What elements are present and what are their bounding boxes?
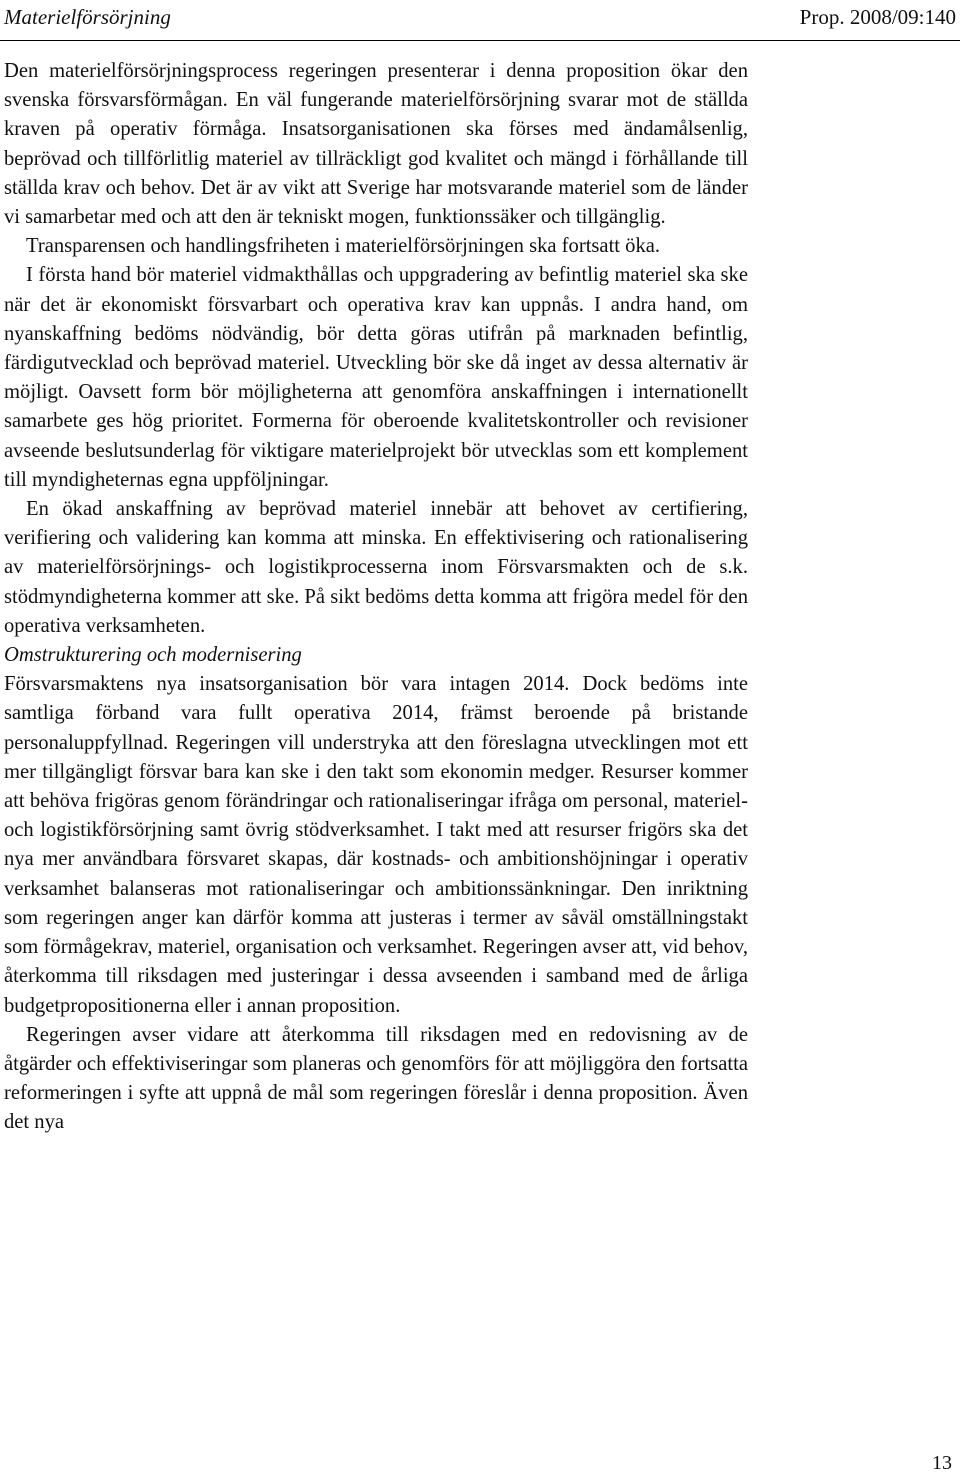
- document-body: [4, 57, 748, 1138]
- proposition-number: Prop. 2008/09:140: [799, 5, 956, 29]
- paragraph-intro: Den materielförsörjningsprocess regeringen presenterar i denna proposition ökar den svenska försvarsförmågan. En väl fungerande materielförsörjning svarar mot de ställda kraven på operativ förmåga. Insatsorganisationen ska förses med ändamålsenlig, beprövad och tillförlitlig materiel av tillräckligt god kvalitet och mängd i förhållande till ställda krav och behov. Det är av vikt att Sverige har motsvarande materiel som de länder vi samarbetar med och att den är tekniskt mogen, funktionssäker och tillgänglig.: [4, 60, 748, 229]
- paragraph-certification: En ökad anskaffning av beprövad materiel innebär att behovet av certifiering, verifiering och validering kan komma att minska. En effektivisering och rationalisering av materielförsörjnings- och logistikprocesserna inom Försvarsmakten och de s.k. stödmyndigheterna kommer att ske. På sikt bedöms detta komma att frigöra medel för den operativa verksamheten.: [4, 498, 748, 637]
- section-heading: Omstrukturering och modernisering: [4, 644, 302, 667]
- paragraph-restructuring: Försvarsmaktens nya insatsorganisation bör vara intagen 2014. Dock bedöms inte samtliga förband vara fullt operativa 2014, främst beroende på bristande personaluppfyllnad. Regeringen vill understryka att den föreslagna utvecklingen mot ett mer tillgängligt försvar bara kan ske i den takt som ekonomin medger. Resurser kommer att behöva frigöras genom förändringar och rationaliseringar ifråga om personal, materiel- och logistikförsörjning samt övrig stödverksamhet. I takt med att resurser frigörs ska det nya mer användbara försvaret skapas, där kostnads- och ambitionshöjningar i operativ verksamhet balanseras mot rationaliseringar och ambitionssänkningar. Den inriktning som regeringen anger kan därför komma att justeras i termer av såväl omställningstakt som förmågekrav, materiel, organisation och verksamhet. Regeringen avser att, vid behov, återkomma till riksdagen med justeringar i dessa avseenden i samband med de årliga budgetpropositionerna eller i annan proposition.: [4, 673, 748, 1017]
- paragraph-priorities: I första hand bör materiel vidmakthållas och uppgradering av befintlig materiel ska ske när det är ekonomiskt försvarbart och operativa krav kan uppnås. I andra hand, om nyanskaffning bedöms nödvändig, bör detta göras utifrån på marknaden befintlig, färdigutvecklad och beprövad materiel. Utveckling bör ske då inget av dessa alternativ är möjligt. Oavsett form bör möjligheterna att genomföra anskaffningen i internationellt samarbete ges hög prioritet. Formerna för oberoende kvalitetskontroller och revisioner avseende beslutsunderlag för viktigare materielprojekt bör utvecklas som ett komplement till myndigheternas egna uppföljningar.: [4, 264, 748, 491]
- paragraph-transparency: Transparensen och handlingsfriheten i materielförsörjningen ska fortsatt öka.: [26, 235, 661, 258]
- running-section-title: Materielförsörjning: [4, 5, 171, 29]
- page-number: 13: [932, 1452, 952, 1474]
- header-divider: [0, 40, 960, 41]
- page-header: [4, 2, 956, 32]
- paragraph-followup: Regeringen avser vidare att återkomma till riksdagen med en redovisning av de åtgärder och effektiviseringar som planeras och genomförs för att möjliggöra den fortsatta reformeringen i syfte att uppnå de mål som regeringen föreslår i denna proposition. Även det nya: [4, 1023, 748, 1134]
